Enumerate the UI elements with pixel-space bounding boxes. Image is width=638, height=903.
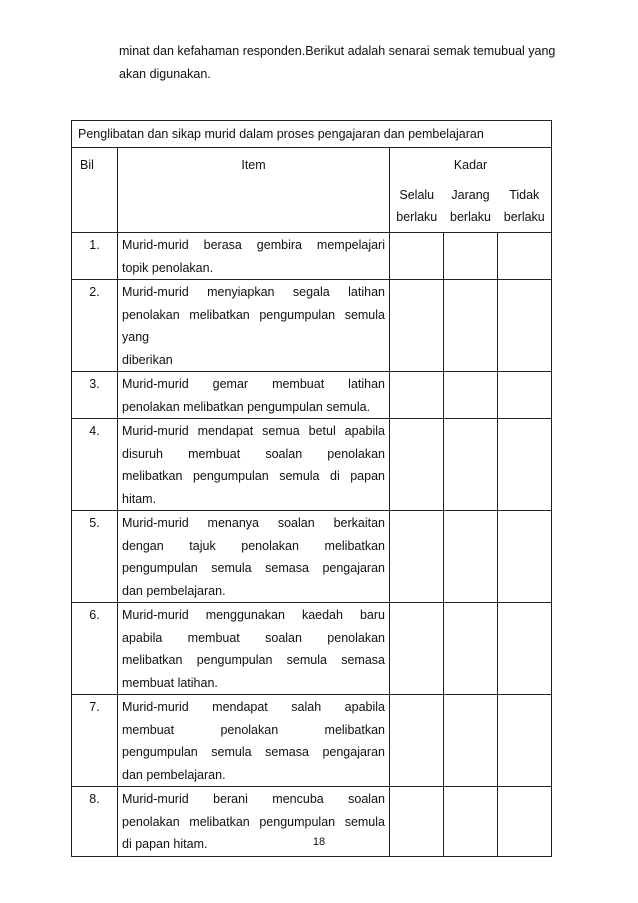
item-line: Murid-murid mendapat salah apabila xyxy=(122,700,385,714)
item-line: pengumpulan semula semasa pengajaran xyxy=(122,561,385,575)
checkbox-cell-tidak[interactable] xyxy=(498,372,552,419)
row-item-text xyxy=(118,372,390,419)
checkbox-cell-selalu[interactable] xyxy=(390,233,444,280)
item-line: penolakan melibatkan pengumpulan semula xyxy=(122,814,385,829)
item-line: dan pembelajaran. xyxy=(122,767,226,782)
row-item-text xyxy=(118,695,390,787)
table-row xyxy=(72,511,552,603)
table-row xyxy=(72,603,552,695)
table-title: Penglibatan dan sikap murid dalam proses pengajaran dan pembelajaran xyxy=(72,121,552,148)
checkbox-cell-selalu[interactable] xyxy=(390,603,444,695)
row-item-text xyxy=(118,603,390,695)
checkbox-cell-tidak[interactable] xyxy=(498,419,552,511)
intro-line: akan digunakan. xyxy=(119,67,211,81)
item-line: di papan hitam. xyxy=(122,837,208,851)
item-line: Murid-murid menanya soalan berkaitan xyxy=(122,516,385,530)
item-line: hitam. xyxy=(122,491,157,506)
row-item-text xyxy=(118,233,390,280)
page-number: 18 xyxy=(312,836,326,848)
item-line: diberikan xyxy=(122,352,173,367)
row-number: 2. xyxy=(72,280,118,372)
tidak-berlaku-header xyxy=(498,184,552,233)
checkbox-cell-jarang[interactable] xyxy=(444,372,498,419)
table-row xyxy=(72,695,552,787)
row-number: 6. xyxy=(72,603,118,695)
item-line: melibatkan pengumpulan semula di papan xyxy=(122,469,385,483)
item-line: melibatkan pengumpulan semula semasa xyxy=(122,653,385,667)
bil-header: Bil xyxy=(72,148,118,233)
item-line: disuruh membuat soalan penolakan xyxy=(122,446,385,461)
header-line: Tidak xyxy=(509,187,540,202)
interview-checklist-table xyxy=(71,120,552,857)
checkbox-cell-tidak[interactable] xyxy=(498,695,552,787)
checkbox-cell-selalu[interactable] xyxy=(390,511,444,603)
item-line: membuat latihan. xyxy=(122,675,218,690)
header-row xyxy=(72,148,552,184)
row-number: 7. xyxy=(72,695,118,787)
item-line: pengumpulan semula semasa pengajaran xyxy=(122,745,385,759)
item-line: dan pembelajaran. xyxy=(122,583,226,598)
checkbox-cell-tidak[interactable] xyxy=(498,280,552,372)
item-line: dengan tajuk penolakan melibatkan xyxy=(122,538,385,553)
item-line: Murid-murid berani mencuba soalan xyxy=(122,792,385,806)
row-item-text xyxy=(118,419,390,511)
item-line: apabila membuat soalan penolakan xyxy=(122,630,385,645)
item-line: topik penolakan. xyxy=(122,260,214,275)
header-line: Jarang xyxy=(451,187,490,202)
intro-paragraph xyxy=(119,40,579,86)
table-row xyxy=(72,233,552,280)
row-number: 8. xyxy=(72,787,118,857)
row-number: 4. xyxy=(72,419,118,511)
item-line: membuat penolakan melibatkan xyxy=(122,722,385,737)
row-number: 5. xyxy=(72,511,118,603)
checkbox-cell-jarang[interactable] xyxy=(444,233,498,280)
item-line: Murid-murid mendapat semua betul apabila xyxy=(122,424,385,438)
checkbox-cell-tidak[interactable] xyxy=(498,233,552,280)
header-line: berlaku xyxy=(450,210,491,225)
checkbox-cell-tidak[interactable] xyxy=(498,603,552,695)
table-title-row xyxy=(72,121,552,148)
header-line: berlaku xyxy=(396,210,438,225)
row-item-text xyxy=(118,280,390,372)
item-line: yang xyxy=(122,330,150,344)
checkbox-cell-selalu[interactable] xyxy=(390,695,444,787)
jarang-berlaku-header xyxy=(444,184,498,233)
selalu-berlaku-header xyxy=(390,184,444,233)
header-line: berlaku xyxy=(503,210,545,225)
header-line: Selalu xyxy=(399,187,435,202)
checkbox-cell-selalu[interactable] xyxy=(390,372,444,419)
row-item-text xyxy=(118,511,390,603)
row-number: 3. xyxy=(72,372,118,419)
checkbox-cell-tidak[interactable] xyxy=(498,511,552,603)
item-line: Murid-murid gemar membuat latihan xyxy=(122,377,385,391)
checkbox-cell-jarang[interactable] xyxy=(444,695,498,787)
intro-line: minat dan kefahaman responden.Berikut adalah senarai semak temubual yang xyxy=(119,44,556,58)
item-line: Murid-murid menyiapkan segala latihan xyxy=(122,285,385,299)
item-line: penolakan melibatkan pengumpulan semula. xyxy=(122,399,371,414)
item-header: Item xyxy=(118,148,390,233)
item-line: penolakan melibatkan pengumpulan semula xyxy=(122,307,385,322)
checkbox-cell-selalu[interactable] xyxy=(390,419,444,511)
checkbox-cell-jarang[interactable] xyxy=(444,419,498,511)
table-row xyxy=(72,419,552,511)
table-row xyxy=(72,280,552,372)
checkbox-cell-jarang[interactable] xyxy=(444,280,498,372)
table-row xyxy=(72,372,552,419)
checkbox-cell-jarang[interactable] xyxy=(444,511,498,603)
checkbox-cell-jarang[interactable] xyxy=(444,603,498,695)
row-number: 1. xyxy=(72,233,118,280)
item-line: Murid-murid menggunakan kaedah baru xyxy=(122,608,385,622)
kadar-header: Kadar xyxy=(390,148,552,184)
item-line: Murid-murid berasa gembira mempelajari xyxy=(122,238,385,252)
checkbox-cell-selalu[interactable] xyxy=(390,280,444,372)
